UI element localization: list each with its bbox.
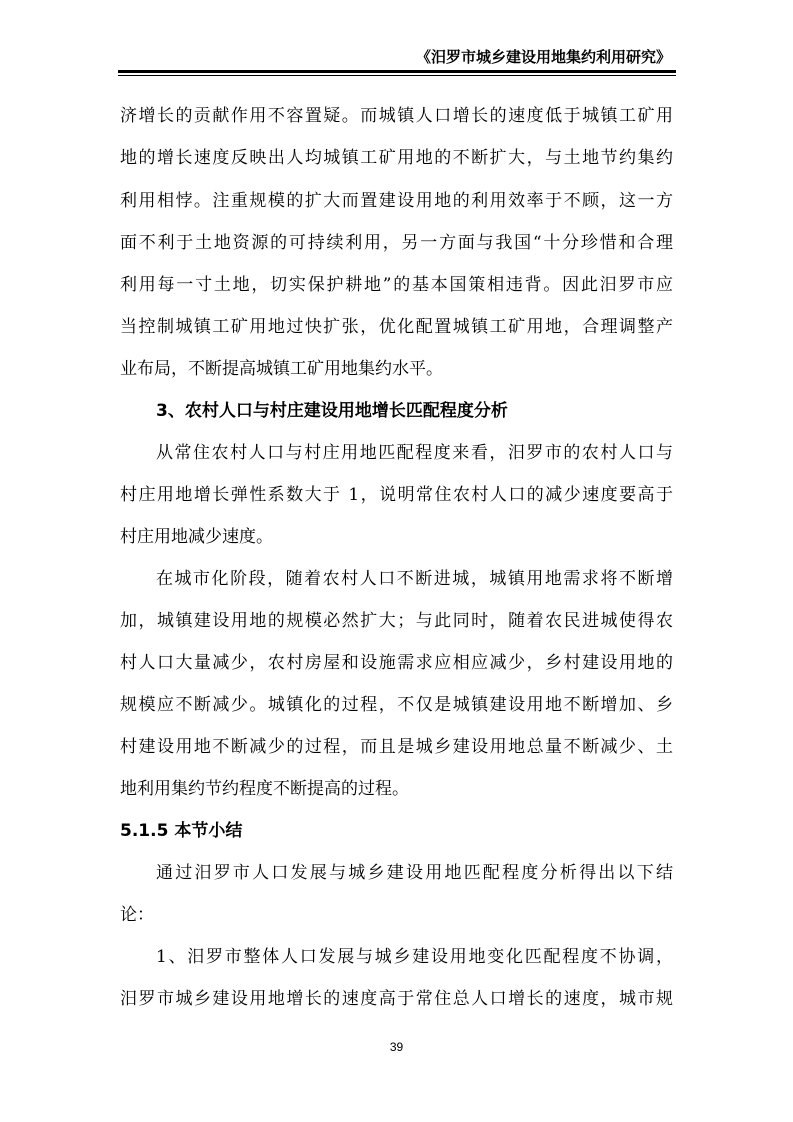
paragraph-line: 村建设用地不断减少的过程，而且是城乡建设用地总量不断减少、土	[120, 737, 673, 757]
paragraph-line: 村庄用地减少速度。	[120, 527, 273, 547]
paragraph-line: 村人口大量减少，农村房屋和设施需求应相应减少，乡村建设用地的	[120, 653, 673, 673]
paragraph-line: 当控制城镇工矿用地过快扩张，优化配置城镇工矿用地，合理调整产	[120, 317, 673, 337]
page-number: 39	[389, 1040, 404, 1054]
paragraph-line: 通过汨罗市人口发展与城乡建设用地匹配程度分析得出以下结	[156, 863, 673, 883]
paragraph-line: 利用相悖。注重规模的扩大而置建设用地的利用效率于不顾，这一方	[120, 191, 673, 211]
page-header-title: 《汨罗市城乡建设用地集约利用研究》	[415, 48, 671, 66]
paragraph-line: 加，城镇建设用地的规模必然扩大；与此同时，随着农民进城使得农	[120, 611, 673, 631]
paragraph-line: 村庄用地增长弹性系数大于 1，说明常住农村人口的减少速度要高于	[120, 485, 673, 505]
paragraph-line: 汨罗市城乡建设用地增长的速度高于常住总人口增长的速度，城市规	[120, 989, 673, 1009]
paragraph-line: 业布局，不断提高城镇工矿用地集约水平。	[120, 359, 443, 379]
paragraph-line: 在城市化阶段，随着农村人口不断进城，城镇用地需求将不断增	[156, 569, 673, 589]
header-rule-thin	[118, 75, 676, 76]
paragraph-line: 从常住农村人口与村庄用地匹配程度来看，汨罗市的农村人口与	[156, 443, 673, 463]
section-heading: 5.1.5 本节小结	[120, 821, 243, 841]
paragraph-line: 规模应不断减少。城镇化的过程，不仅是城镇建设用地不断增加、乡	[120, 695, 673, 715]
paragraph-line: 地利用集约节约程度不断提高的过程。	[120, 779, 409, 799]
paragraph-line: 论：	[120, 905, 154, 925]
paragraph-line: 面不利于土地资源的可持续利用，另一方面与我国“十分珍惜和合理	[120, 233, 673, 253]
paragraph-line: 地的增长速度反映出人均城镇工矿用地的不断扩大，与土地节约集约	[120, 148, 673, 168]
header-rule-thick	[118, 70, 676, 73]
subsection-heading: 3、农村人口与村庄建设用地增长匹配程度分析	[156, 401, 508, 421]
paragraph-line: 1、汨罗市整体人口发展与城乡建设用地变化匹配程度不协调，	[156, 947, 673, 967]
paragraph-line: 济增长的贡献作用不容置疑。而城镇人口增长的速度低于城镇工矿用	[120, 106, 673, 126]
paragraph-line: 利用每一寸土地，切实保护耕地”的基本国策相违背。因此汨罗市应	[120, 275, 673, 295]
